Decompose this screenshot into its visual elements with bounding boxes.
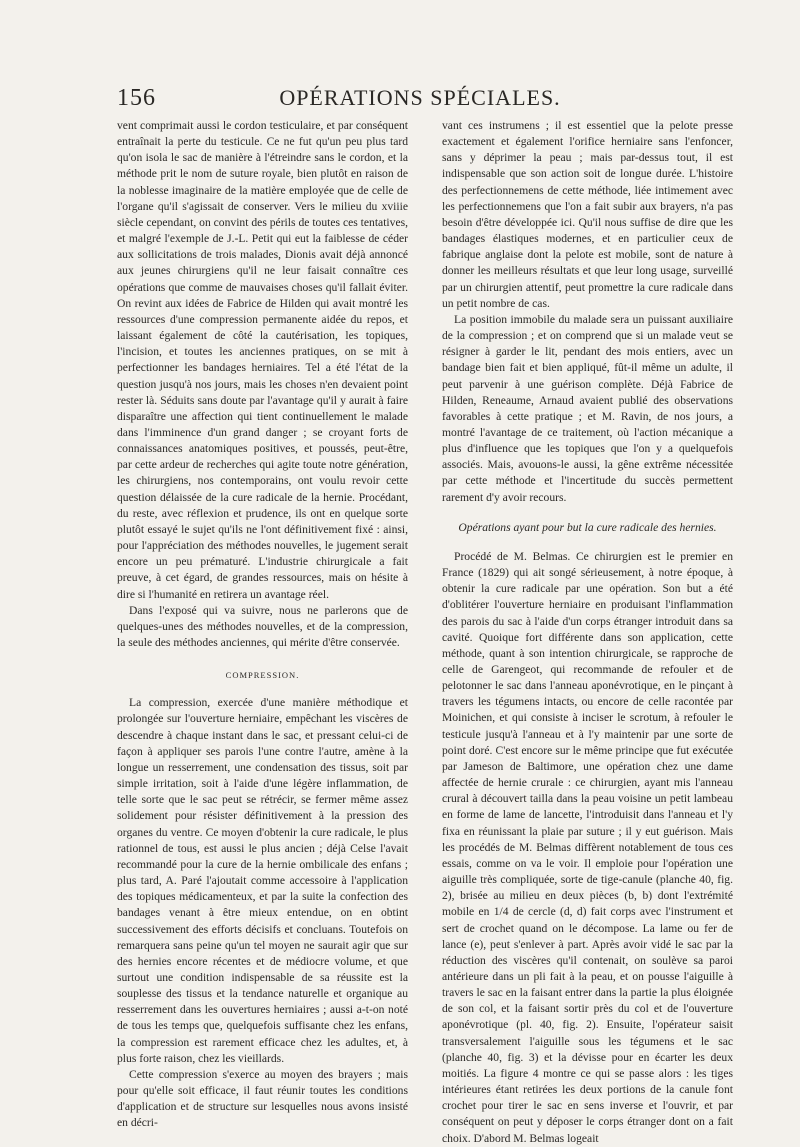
right-column bbox=[442, 118, 733, 1147]
subsection-heading: Opérations ayant pour but la cure radicale des hernies. bbox=[458, 520, 717, 534]
paragraph: Dans l'exposé qui va suivre, nous ne parlerons que de quelques-unes des méthodes nouvelles, et de la compression, la seule des méthodes anciennes, qui mérite d'être conservée. bbox=[117, 603, 408, 649]
paragraph: La position immobile du malade sera un puissant auxiliaire de la compression ; et on comprend que si un malade veut se résigner à garder le lit, pendant des mois entiers, avec un bandage bien fait et bien appliqué, fût-il même un adulte, il peut parvenir à une guérison complète. Déjà Fabrice de Hilden, Reneaume, Arnaud avaient publié des observations favorables à cette pratique ; et M. Ravin, de nos jours, a montré l'avantage de ce traitement, où l'action mécanique a plus d'influence que les topiques que l'on y a quelquefois associés. Mais, avouons-le aussi, la gêne extrême nécessitée par cette méthode et l'incertitude du succès permettent rarement d'y avoir recours. bbox=[442, 312, 733, 504]
paragraph: Procédé de M. Belmas. Ce chirurgien est le premier en France (1829) qui ait songé sérieusement, à notre époque, à obtenir la cure radicale par une opération. Son but a été d'oblitérer l'ouverture herniaire en produisant l'inflammation des parois du sac à l'aide d'un corps étranger introduit dans sa cavité. Quoique fort différente dans son application, cette méthode, quant à son intention chirurgicale, se rapproche de celle de Garengeot, qui recommande de refouler et de pelotonner le sac dans l'anneau aponévrotique, en le pinçant à travers les tégumens intacts, ou encore de celle racontée par Moinichen, et qui consiste à inciser le scrotum, à refouler le testicule jusqu'à l'anneau et à l'y maintenir par une sorte de point doré. C'est encore sur le même principe que fut exécutée par Jameson de Baltimore, une opération chez une dame affectée de hernie crurale : ce chirurgien, ayant mis l'anneau crural à découvert tailla dans la peau voisine un petit lambeau en forme de lame de lancette, l'introduisit dans l'anneau et l'y fixa en réunissant la plaie par suture ; il y eut guérison. Mais les procédés de M. Belmas diffèrent notablement de tous ces essais, comme on va le voir. Il emploie pour l'opération une aiguille très compliquée, sorte de tige-canule (planche 40, fig. 2), brisée au milieu en deux pièces (b, b) dont l'extrémité mobile en 1/4 de cercle (d, d) fait corps avec l'instrument et sert de crochet quand on le décompose. La lame ou fer de lance (e), peut s'enlever à part. Après avoir vidé le sac par la réduction des viscères qu'il contenait, on soulève sa paroi antérieure dans un pli fait à la peau, et on pousse l'aiguille à travers le sac en la faisant entrer dans la partie la plus éloignée de son col, et la faisant sortir près du col et de l'ouverture aponévrotique (pl. 40, fig. 2). Ensuite, l'opérateur saisit transversalement l'aiguille sous les tégumens et le sac (planche 40, fig. 3) et la dévisse pour en écarter les deux moitiés. La figure 4 montre ce qui se passe alors : les tiges intérieures étant retirées les deux portions de la canule font crochet pour tirer le sac en sens inverse et l'ouvrir, et par conséquent on peut y déposer le corps étranger dont on a fait choix. D'abord M. Belmas logeait bbox=[442, 549, 733, 1145]
section-heading: COMPRESSION. bbox=[225, 670, 300, 681]
paragraph: vent comprimait aussi le cordon testiculaire, et par conséquent entraînait la perte du testicule. Ce ne fut qu'un peu plus tard qu'on isola le sac de manière à l'étreindre sans le cordon, et la méthode prit le nom de suture royale, bien plutôt en raison de la noblesse imaginaire de la matière employée que de celle de l'organe qu'il s'agissait de conserver. Vers le milieu du xviiie siècle cependant, on convint des périls de toutes ces tentatives, et malgré l'exemple de J.-L. Petit qui eut la faiblesse de céder aux sollicitations de trois malades, Dionis avait déjà annoncé aux jeunes chirurgiens qu'il ne leur faisait connaître ces opérations que comme de mauvaises choses qu'il fallait éviter. On revint aux idées de Fabrice de Hilden qui avait montré les ressources d'une compression permanente aidée du repos, et laissant également de côté la cautérisation, les topiques, l'incision, et toutes les anciennes pratiques, on se mit à perfectionner les bandages herniaires. Tel a été l'état de la question jusqu'à nos jours, mais les choses n'en devaient point rester là. Séduits sans doute par l'avantage qu'il y aurait à faire disparaître une affection qui tient continuellement le malade dans l'imminence d'un grand danger ; se croyant forts de connaissances anatomiques positives, et poussés, peut-être, par cette ardeur de recherches qui agite toute notre génération, les chirurgiens, nos contemporains, ont voulu revoir cette question délaissée de la cure radicale de la hernie. Procédant, du reste, avec réflexion et prudence, ils ont en quelque sorte plutôt essayé le sujet qu'ils ne l'ont définitivement fixé : ainsi, pour l'appréciation des méthodes nouvelles, le jugement serait encore un peu prématuré. L'industrie chirurgicale a fait preuve, à cet égard, de grandes ressources, mais on hésite à dire si l'humanité en retirera un avantage réel. bbox=[117, 119, 408, 601]
paragraph: La compression, exercée d'une manière méthodique et prolongée sur l'ouverture herniaire, empêchant les viscères de descendre à chaque instant dans le sac, et pressant celui-ci de façon à appliquer ses parois l'une contre l'autre, amène à la longue un resserrement, une condensation des tissus, soit par simple irritation, soit à l'aide d'une légère inflammation, de telle sorte que le sac peut se rétrécir, se fermer même assez solidement pour résister définitivement à la pression des organes du ventre. Ce moyen d'obtenir la cure radicale, le plus rationnel de tous, est aussi le plus ancien ; déjà Celse l'avait recommandé pour la cure de la hernie ombilicale des enfans ; plus tard, A. Paré l'ajoutait comme accessoire à l'application des topiques médicamenteux, et par la suite la confection des bandages venant à être mieux entendue, on en obtint successivement des efforts décisifs et concluans. Toutefois on remarquera sans peine qu'un tel moyen ne saurait agir que sur des hernies encore récentes et de médiocre volume, et que surtout une condition indispensable de sa réussite est la souplesse des tissus et la tendance naturelle et organique au resserrement dans les ouvertures herniaires ; aussi a-t-on noté de tous les temps que, quelquefois suffisante chez les enfans, la compression est rarement efficace chez les adultes, et, à plus forte raison, chez les vieillards. bbox=[117, 696, 408, 1065]
paragraph: Cette compression s'exerce au moyen des brayers ; mais pour qu'elle soit efficace, il faut réunir toutes les conditions d'application et de structure sur lesquelles nous avons insisté en décri- bbox=[117, 1067, 408, 1130]
paragraph: vant ces instrumens ; il est essentiel que la pelote presse exactement et également l'orifice herniaire sans l'enfoncer, sans y déprimer la peau ; mais par-dessus tout, il est indispensable que son action soit de longue durée. L'histoire des perfectionnemens de cette méthode, liée intimement avec les perfectionnemens que l'on a fait subir aux brayers, n'a pas besoin d'être développée ici. Qu'il nous suffise de dire que les bandages élastiques modernes, et en particulier ceux de fabrique anglaise dont la pelote est mobile, sont de nature à donner les meilleurs résultats et que leur long usage, surveillé par un chirurgien attentif, peut promettre la cure radicale dans un petit nombre de cas. bbox=[442, 119, 733, 310]
page-header bbox=[117, 85, 723, 117]
page-number: 156 bbox=[117, 85, 156, 111]
running-title: OPÉRATIONS SPÉCIALES. bbox=[279, 85, 561, 110]
left-column bbox=[117, 118, 408, 1132]
